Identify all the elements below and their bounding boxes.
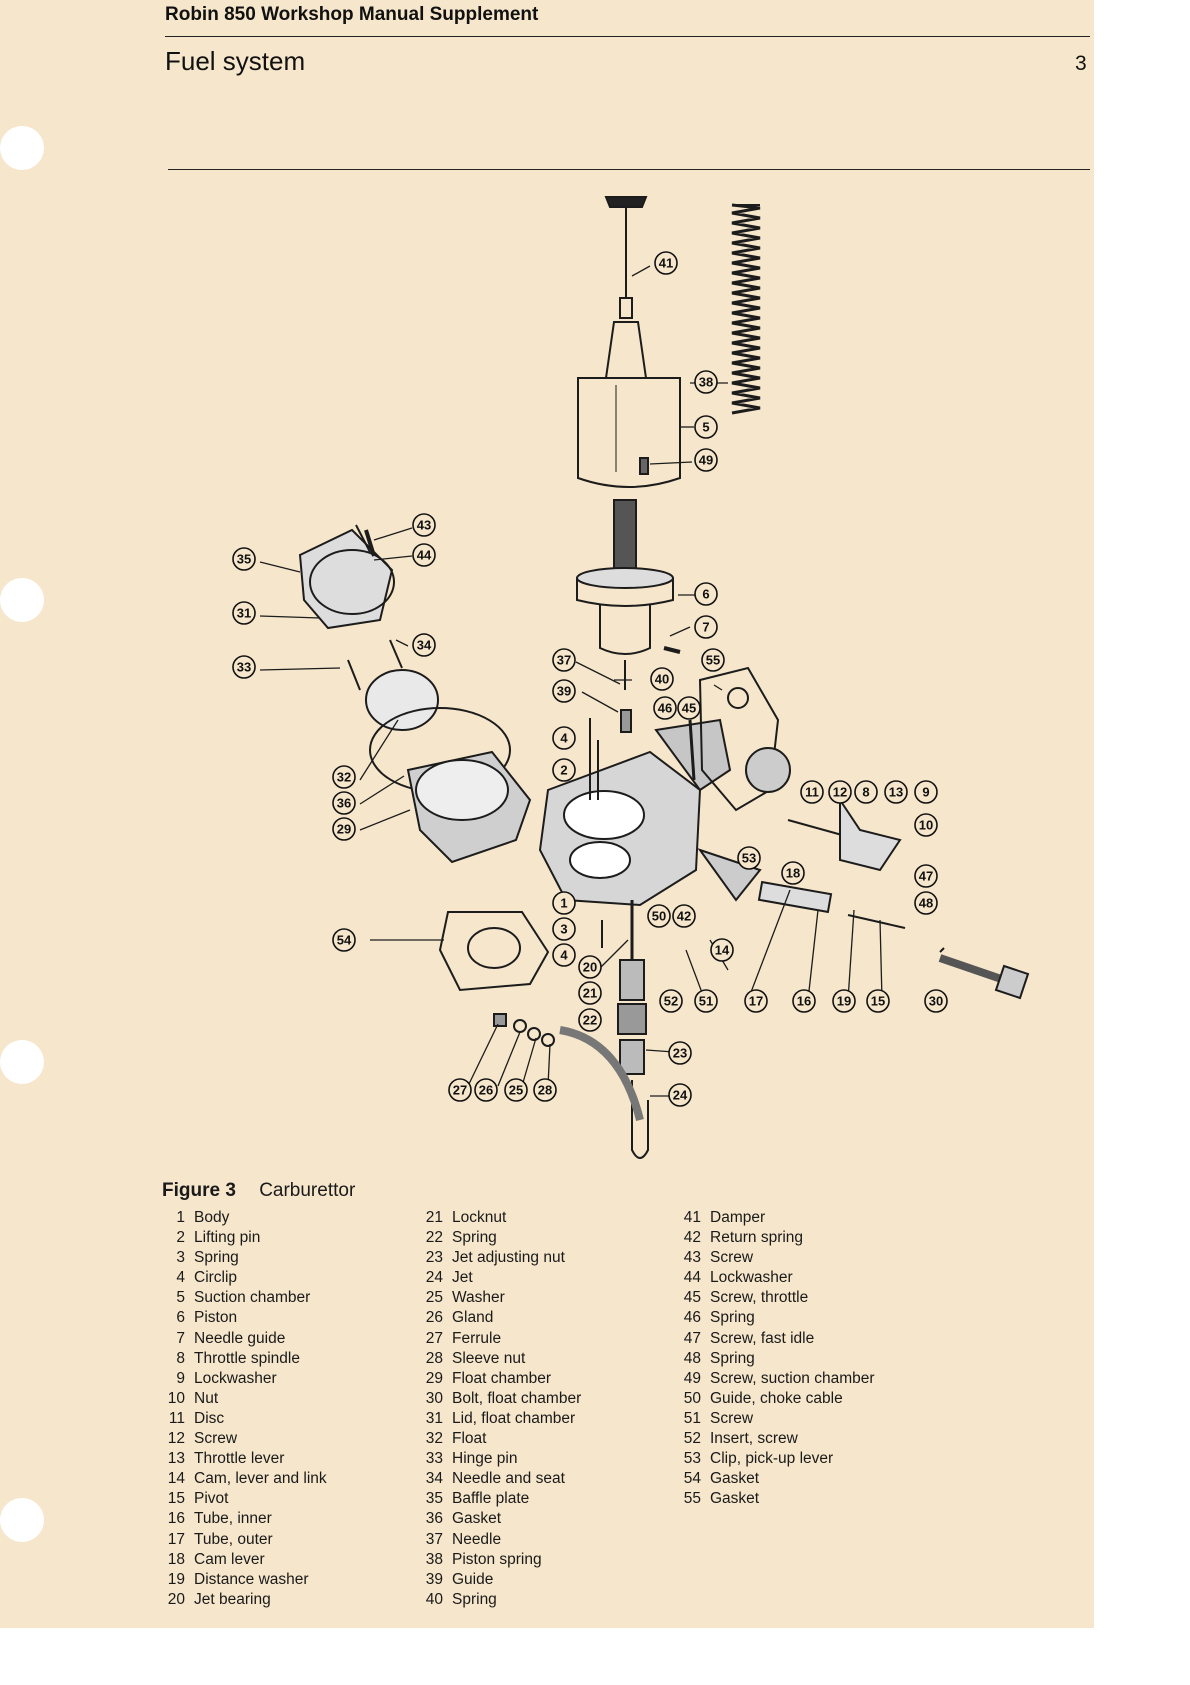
callout-label: 28 xyxy=(537,1082,553,1098)
callout-label: 37 xyxy=(556,652,572,668)
part-name: Clip, pick-up lever xyxy=(710,1450,834,1468)
part-name: Insert, screw xyxy=(710,1430,798,1448)
part-name: Ferrule xyxy=(452,1329,502,1347)
parts-list-row xyxy=(418,1469,581,1489)
parts-list-row xyxy=(160,1550,327,1570)
part-name: Lockwasher xyxy=(710,1269,793,1287)
parts-list-row xyxy=(160,1288,327,1308)
callout-label: 47 xyxy=(918,868,934,884)
callout-label: 39 xyxy=(556,683,572,699)
part-name: Throttle spindle xyxy=(194,1349,300,1367)
parts-list-column-2 xyxy=(418,1208,581,1610)
part-name: Gasket xyxy=(452,1510,502,1528)
part-number: 36 xyxy=(425,1510,443,1528)
part-name: Gasket xyxy=(710,1490,760,1508)
part-number: 39 xyxy=(425,1570,443,1588)
callout-label: 15 xyxy=(870,993,886,1009)
part-number: 30 xyxy=(425,1389,443,1407)
figure-title: Carburettor xyxy=(259,1180,356,1201)
parts-list-row xyxy=(418,1268,581,1288)
part-number: 21 xyxy=(425,1209,443,1226)
part-name: Hinge pin xyxy=(452,1450,518,1468)
parts-list-row xyxy=(418,1369,581,1389)
callout-label: 3 xyxy=(560,921,568,937)
callout-label: 38 xyxy=(698,374,714,390)
part-name: Throttle lever xyxy=(194,1450,285,1468)
part-number: 2 xyxy=(176,1229,185,1247)
binder-hole xyxy=(0,1498,44,1542)
figure-caption xyxy=(162,1180,355,1202)
callout-label: 2 xyxy=(560,762,568,778)
part-number: 4 xyxy=(176,1269,185,1287)
callout-label: 20 xyxy=(582,959,598,975)
parts-list-row xyxy=(160,1308,327,1328)
parts-list-row xyxy=(418,1509,581,1529)
callout-label: 49 xyxy=(698,452,714,468)
part-name: Cam lever xyxy=(194,1550,265,1568)
parts-list-row xyxy=(676,1369,875,1389)
callout-label: 11 xyxy=(805,784,819,800)
parts-list-row xyxy=(160,1228,327,1248)
part-number: 42 xyxy=(683,1229,701,1247)
part-number: 22 xyxy=(425,1229,443,1247)
parts-list-row xyxy=(160,1469,327,1489)
part-number: 32 xyxy=(425,1430,443,1448)
callout-label: 4 xyxy=(560,730,568,746)
parts-list-row xyxy=(676,1469,875,1489)
part-name: Jet bearing xyxy=(194,1590,271,1608)
callout-label: 44 xyxy=(416,547,432,563)
part-name: Return spring xyxy=(710,1229,804,1247)
part-name: Spring xyxy=(194,1249,239,1267)
part-number: 50 xyxy=(683,1389,701,1407)
callout-label: 16 xyxy=(796,993,812,1009)
callout-label: 23 xyxy=(672,1045,688,1061)
parts-list-row xyxy=(160,1590,327,1610)
part-name: Needle guide xyxy=(194,1329,286,1347)
callout-label: 54 xyxy=(336,932,352,948)
callout-label: 8 xyxy=(862,784,870,800)
parts-list-row xyxy=(676,1329,875,1349)
part-name: Guide, choke cable xyxy=(710,1389,843,1407)
part-name: Distance washer xyxy=(194,1570,309,1588)
part-name: Spring xyxy=(452,1590,497,1608)
parts-list-row xyxy=(676,1349,875,1369)
part-name: Guide xyxy=(452,1570,494,1588)
parts-list-row xyxy=(418,1329,581,1349)
callout-label: 18 xyxy=(785,865,801,881)
parts-list-row xyxy=(676,1208,875,1228)
part-name: Damper xyxy=(710,1209,766,1226)
callout-label: 19 xyxy=(836,993,852,1009)
part-number: 15 xyxy=(167,1490,185,1508)
parts-list-row xyxy=(676,1429,875,1449)
parts-list-row xyxy=(418,1590,581,1610)
part-number: 8 xyxy=(176,1349,185,1367)
parts-list-row xyxy=(418,1228,581,1248)
part-name: Jet xyxy=(452,1269,473,1287)
part-number: 52 xyxy=(683,1430,701,1448)
callout-label: 29 xyxy=(336,821,352,837)
parts-list-row xyxy=(676,1409,875,1429)
callout-label: 31 xyxy=(236,605,252,621)
parts-list-row xyxy=(160,1208,327,1228)
part-number: 25 xyxy=(425,1289,443,1307)
parts-list-row xyxy=(160,1248,327,1268)
parts-list-row xyxy=(160,1329,327,1349)
part-name: Locknut xyxy=(452,1209,507,1226)
part-name: Piston xyxy=(194,1309,238,1327)
part-name: Circlip xyxy=(194,1269,238,1287)
part-number: 12 xyxy=(167,1430,185,1448)
part-number: 45 xyxy=(683,1289,701,1307)
part-name: Screw, fast idle xyxy=(710,1329,815,1347)
part-name: Tube, inner xyxy=(194,1510,272,1528)
page-number: 3 xyxy=(1075,52,1087,75)
part-name: Screw, throttle xyxy=(710,1289,809,1307)
callout-label: 55 xyxy=(705,652,721,668)
part-name: Lockwasher xyxy=(194,1369,277,1387)
callout-label: 1 xyxy=(560,895,568,911)
part-name: Screw xyxy=(194,1430,238,1448)
parts-list-row xyxy=(676,1389,875,1409)
parts-list-row xyxy=(418,1489,581,1509)
part-number: 16 xyxy=(167,1510,185,1528)
part-number: 46 xyxy=(683,1309,701,1327)
parts-list-row xyxy=(160,1570,327,1590)
parts-list-row xyxy=(418,1208,581,1228)
callout-label: 13 xyxy=(888,784,904,800)
callout-label: 7 xyxy=(702,619,710,635)
part-number: 47 xyxy=(683,1329,701,1347)
part-number: 27 xyxy=(425,1329,443,1347)
part-name: Spring xyxy=(710,1309,755,1327)
part-number: 35 xyxy=(425,1490,443,1508)
parts-list-row xyxy=(418,1570,581,1590)
part-name: Float xyxy=(452,1430,487,1448)
part-number: 5 xyxy=(176,1289,185,1307)
callout-label: 48 xyxy=(918,895,934,911)
part-number: 49 xyxy=(683,1369,701,1387)
part-number: 40 xyxy=(425,1590,443,1608)
part-name: Lid, float chamber xyxy=(452,1409,576,1427)
part-number: 38 xyxy=(425,1550,443,1568)
part-name: Washer xyxy=(452,1289,505,1307)
parts-list-row xyxy=(160,1389,327,1409)
parts-list-row xyxy=(676,1268,875,1288)
callout-label: 14 xyxy=(714,942,730,958)
callout-label: 22 xyxy=(582,1012,598,1028)
callout-label: 25 xyxy=(508,1082,524,1098)
part-number: 13 xyxy=(167,1450,185,1468)
part-number: 20 xyxy=(167,1590,185,1608)
part-name: Spring xyxy=(452,1229,497,1247)
part-number: 10 xyxy=(167,1389,185,1407)
part-name: Screw, suction chamber xyxy=(710,1369,875,1387)
part-name: Screw xyxy=(710,1409,754,1427)
part-name: Spring xyxy=(710,1349,755,1367)
callout-label: 36 xyxy=(336,795,352,811)
manual-title: Robin 850 Workshop Manual Supplement xyxy=(165,4,539,25)
callout-label: 21 xyxy=(582,985,598,1001)
part-name: Tube, outer xyxy=(194,1530,273,1548)
part-number: 33 xyxy=(425,1450,443,1468)
parts-list-column-3 xyxy=(676,1208,875,1509)
callout-label: 26 xyxy=(478,1082,494,1098)
parts-list-row xyxy=(160,1449,327,1469)
part-number: 6 xyxy=(176,1309,185,1327)
parts-list-row xyxy=(160,1349,327,1369)
parts-list-row xyxy=(418,1449,581,1469)
parts-list-row xyxy=(418,1349,581,1369)
callout-label: 6 xyxy=(702,586,710,602)
part-number: 7 xyxy=(176,1329,185,1347)
part-number: 54 xyxy=(683,1470,701,1488)
part-name: Nut xyxy=(194,1389,219,1407)
callout-label: 40 xyxy=(654,671,670,687)
part-number: 29 xyxy=(425,1369,443,1387)
part-number: 37 xyxy=(425,1530,443,1548)
part-name: Gland xyxy=(452,1309,494,1327)
callout-label: 30 xyxy=(928,993,944,1009)
parts-list-row xyxy=(418,1429,581,1449)
callout-label: 42 xyxy=(676,908,692,924)
part-name: Bolt, float chamber xyxy=(452,1389,582,1407)
callout-label: 34 xyxy=(416,637,432,653)
part-name: Cam, lever and link xyxy=(194,1470,327,1488)
callout-label: 35 xyxy=(236,551,252,567)
part-name: Needle xyxy=(452,1530,502,1548)
part-name: Jet adjusting nut xyxy=(452,1249,565,1267)
part-name: Baffle plate xyxy=(452,1490,530,1508)
part-number: 51 xyxy=(683,1409,701,1427)
part-number: 9 xyxy=(176,1369,185,1387)
callout-label: 24 xyxy=(672,1087,688,1103)
callout-label: 46 xyxy=(657,700,673,716)
parts-list-column-1 xyxy=(160,1208,327,1610)
part-name: Float chamber xyxy=(452,1369,552,1387)
callout-label: 43 xyxy=(416,517,432,533)
parts-list-row xyxy=(676,1308,875,1328)
part-number: 18 xyxy=(167,1550,185,1568)
parts-list-row xyxy=(676,1288,875,1308)
part-number: 14 xyxy=(167,1470,185,1488)
part-number: 23 xyxy=(425,1249,443,1267)
callout-label: 12 xyxy=(832,784,848,800)
part-number: 41 xyxy=(683,1209,701,1226)
part-number: 31 xyxy=(425,1409,443,1427)
parts-list-row xyxy=(418,1530,581,1550)
callout-label: 17 xyxy=(748,993,764,1009)
callout-label: 10 xyxy=(918,817,934,833)
callout-label: 53 xyxy=(741,850,757,866)
part-number: 43 xyxy=(683,1249,701,1267)
parts-list-row xyxy=(418,1389,581,1409)
parts-list-row xyxy=(160,1268,327,1288)
part-number: 28 xyxy=(425,1349,443,1367)
part-name: Gasket xyxy=(710,1470,760,1488)
part-number: 55 xyxy=(683,1490,701,1508)
parts-list-row xyxy=(160,1530,327,1550)
part-number: 48 xyxy=(683,1349,701,1367)
parts-list-row xyxy=(418,1550,581,1570)
part-number: 44 xyxy=(683,1269,701,1287)
callout-label: 50 xyxy=(651,908,667,924)
part-number: 17 xyxy=(167,1530,185,1548)
part-name: Lifting pin xyxy=(194,1229,261,1247)
part-number: 34 xyxy=(425,1470,443,1488)
part-number: 3 xyxy=(176,1249,185,1267)
callout-label: 4 xyxy=(560,947,568,963)
callout-label: 5 xyxy=(702,419,710,435)
parts-list-row xyxy=(676,1449,875,1469)
parts-list-row xyxy=(418,1288,581,1308)
parts-list-row xyxy=(676,1489,875,1509)
part-name: Piston spring xyxy=(452,1550,542,1568)
parts-list-row xyxy=(160,1429,327,1449)
part-number: 53 xyxy=(683,1450,701,1468)
parts-list-row xyxy=(160,1369,327,1389)
parts-list-row xyxy=(676,1248,875,1268)
section-title: Fuel system xyxy=(165,46,306,76)
parts-list-row xyxy=(418,1409,581,1429)
part-name: Body xyxy=(194,1209,230,1226)
part-number: 26 xyxy=(425,1309,443,1327)
callout-label: 33 xyxy=(236,659,252,675)
part-number: 24 xyxy=(425,1269,443,1287)
part-number: 1 xyxy=(176,1209,185,1226)
parts-list-row xyxy=(418,1308,581,1328)
part-name: Sleeve nut xyxy=(452,1349,526,1367)
part-name: Disc xyxy=(194,1409,225,1427)
figure-label: Figure 3 xyxy=(162,1180,236,1201)
parts-list-row xyxy=(418,1248,581,1268)
parts-list-row xyxy=(160,1509,327,1529)
part-name: Screw xyxy=(710,1249,754,1267)
callout-label: 45 xyxy=(681,700,697,716)
part-number: 19 xyxy=(167,1570,185,1588)
part-name: Pivot xyxy=(194,1490,229,1508)
part-number: 11 xyxy=(168,1409,185,1427)
part-name: Needle and seat xyxy=(452,1470,565,1488)
parts-list-row xyxy=(160,1489,327,1509)
callout-label: 41 xyxy=(658,255,674,271)
parts-list-row xyxy=(676,1228,875,1248)
callout-label: 9 xyxy=(922,784,930,800)
callout-label: 27 xyxy=(452,1082,468,1098)
parts-list-row xyxy=(160,1409,327,1429)
callout-label: 32 xyxy=(336,769,352,785)
callout-label: 51 xyxy=(698,993,714,1009)
part-name: Suction chamber xyxy=(194,1289,311,1307)
callout-label: 52 xyxy=(663,993,679,1009)
